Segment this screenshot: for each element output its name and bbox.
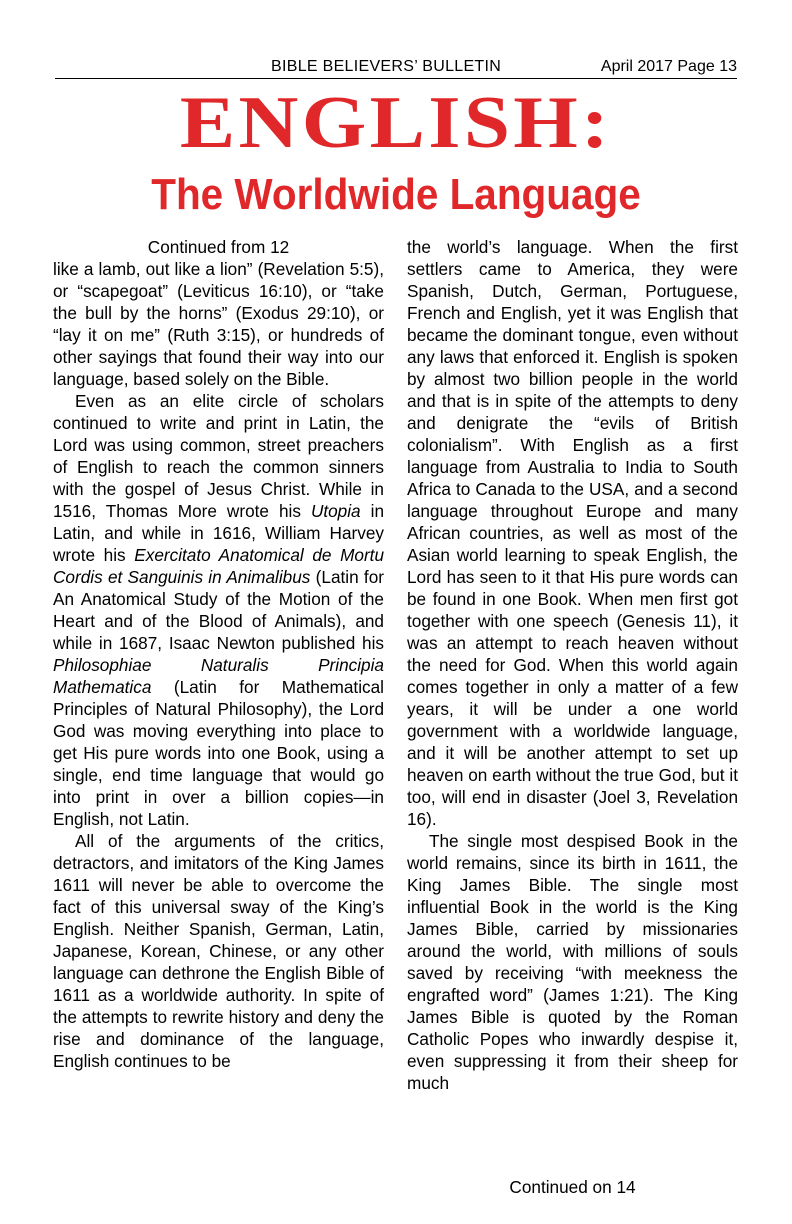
header-rule [55,78,737,79]
article-title: ENGLISH: [179,82,613,164]
paragraph: All of the arguments of the critics, detractors, and imitators of the King James 1611 will never be able to overcome the fact of this universal sway of the King’s English. Neither Spanish, German, Latin, Japanese, Korean, Chinese, or any other language can dethrone the English Bible of 1611 as a worldwide authority. In spite of the attempts to rewrite history and deny the rise and dominance of the language, English continues to be [53,831,384,1071]
article-subtitle: The Worldwide Language [151,170,641,219]
paragraph: like a lamb, out like a lion” (Revelation 5:5), or “scapegoat” (Leviticus 16:10), or “take the bull by the horns” (Exodus 29:10), or “lay it on me” (Ruth 3:15), or hundreds of other sayings that found their way into our language, based solely on the Bible. [53,259,384,389]
running-header [55,56,737,80]
paragraph-text: Even as an elite circle of scholars continued to write and print in Latin, the Lord was using common, street preachers of English to reach the common sinners with the gospel of Jesus Christ. While in 1516, Thomas More wrote his [53,391,384,521]
paragraph: The single most despised Book in the world remains, since its birth in 1611, the King James Bible. The single most influential Book in the world is the King James Bible, carried by missionaries around the world, with millions of souls saved by receiving “with meekness the engrafted word” (James 1:21). The King James Bible is quoted by the Roman Catholic Popes who inwardly despise it, even suppressing it from their sheep for much [407,831,738,1093]
paragraph [53,390,384,830]
left-column [53,236,384,1072]
paragraph: the world’s language. When the first settlers came to America, they were Spanish, Dutch, German, Portuguese, French and English, yet it was English that became the dominant tongue, even without any laws that enforced it. English is spoken by almost two billion people in the world and that is in spite of the attempts to deny and denigrate the “evils of British colonialism”. With English as a first language from Australia to India to South Africa to Canada to the USA, and a second language throughout Europe and many African countries, as well as most of the Asian world learning to speak English, the Lord has seen to it that His pure words can be found in one Book. When men first got together with one speech (Genesis 11), it was an attempt to reach heaven without the need for God. When this world again comes together in only a matter of a few years, it will be under a one world government with a worldwide language, and it will be another attempt to set up heaven on earth without the true God, but it too, will end in disaster (Joel 3, Revelation 16). [407,237,738,829]
paragraph-text: (Latin for An Anatomical Study of the Motion of the Heart and of the Blood of Animals), and while in 1687, Isaac Newton published his [53,567,384,653]
continued-on-note: Continued on 14 [509,1177,636,1197]
issue-date-page-number: April 2017 Page 13 [600,58,737,75]
right-column [407,236,738,1094]
book-title: Exercitato Anatomical de Mortu Cordis et Sanguinis in Animalibus [53,545,384,587]
paragraph-text: (Latin for Mathematical Principles of Natural Philosophy), the Lord God was moving everything into place to get His pure words into one Book, using a single, end time language that would go into print in over a billion copies—in English, not Latin. [53,677,384,829]
paragraph-text: in Latin, and while in 1616, William Harvey wrote his [53,501,384,565]
publication-name: BIBLE BELIEVERS’ BULLETIN [271,58,502,75]
continued-from-note: Continued from 12 [147,237,290,257]
book-title: Philosophiae Naturalis Principia Mathematica [53,655,384,697]
book-title: Utopia [310,501,361,521]
